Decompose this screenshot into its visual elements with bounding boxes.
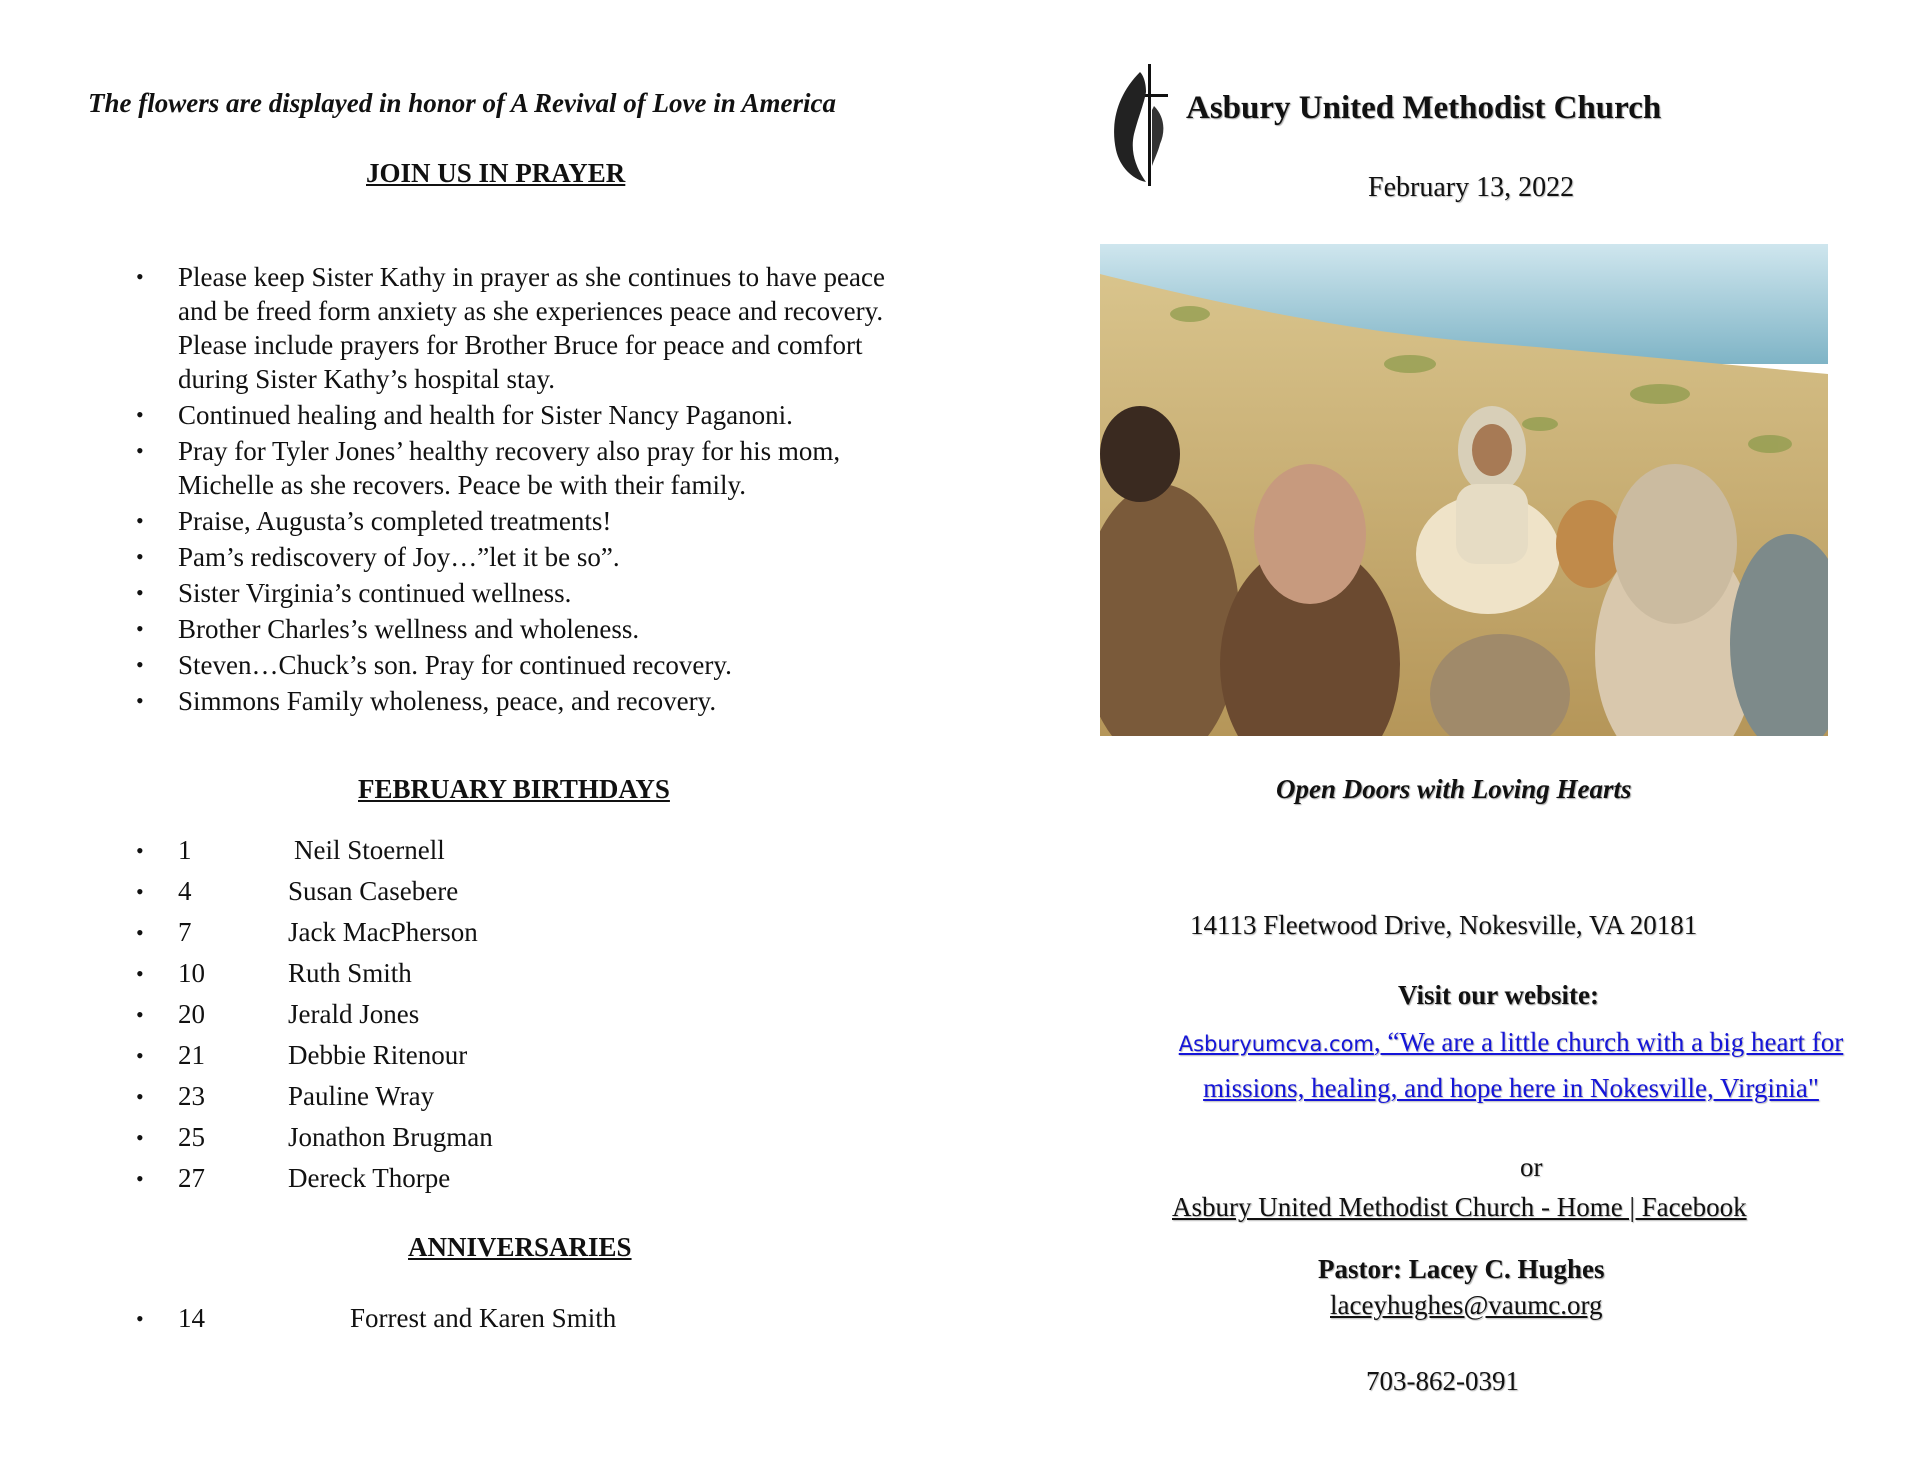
prayer-item: • Brother Charles’s wellness and wholeness.	[136, 614, 640, 644]
birthday-item	[136, 912, 493, 953]
church-tagline: Open Doors with Loving Hearts	[1276, 774, 1632, 804]
birthday-item	[136, 830, 493, 871]
bullet-icon: •	[136, 838, 144, 863]
website-quote[interactable]: , “We are a little church with a big heart for missions, healing, and hope here in Nokesville, Virginia"	[1203, 1027, 1844, 1103]
birthday-day: 23	[178, 1081, 205, 1111]
birthday-day: 1	[178, 835, 192, 865]
anniversary-day: 14	[178, 1303, 205, 1333]
birthday-day: 27	[178, 1163, 205, 1193]
or-separator: or	[1520, 1152, 1543, 1182]
website-domain[interactable]: Asburyumcva.com	[1178, 1032, 1374, 1056]
birthday-item	[136, 1035, 493, 1076]
birthday-item	[136, 1158, 493, 1199]
birthday-name: Jonathon Brugman	[288, 1122, 493, 1152]
anniversaries-heading: ANNIVERSARIES	[408, 1232, 632, 1262]
prayer-item: • Pam’s rediscovery of Joy…”let it be so”.	[136, 542, 620, 572]
bullet-icon: •	[136, 879, 144, 904]
bullet-icon: •	[136, 1166, 144, 1191]
bullet-icon: •	[136, 264, 144, 289]
pastor-email-link[interactable]: laceyhughes@vaumc.org	[1330, 1290, 1603, 1320]
bullet-icon: •	[136, 402, 144, 427]
birthday-name: Pauline Wray	[288, 1081, 435, 1111]
bullet-icon: •	[136, 508, 144, 533]
birthday-day: 7	[178, 917, 192, 947]
pastor-name: Pastor: Lacey C. Hughes	[1318, 1254, 1605, 1284]
birthday-name: Susan Casebere	[288, 876, 459, 906]
church-address: 14113 Fleetwood Drive, Nokesville, VA 20181	[1190, 910, 1698, 940]
anniversary-item	[136, 1298, 616, 1339]
sermon-on-hillside-photo	[1100, 244, 1828, 736]
anniversary-list	[136, 1298, 616, 1339]
bullet-icon: •	[136, 1043, 144, 1068]
prayer-item: • Pray for Tyler Jones’ healthy recovery also pray for his mom, Michelle as she recovers. Peace be with their family.	[136, 436, 841, 500]
birthday-list	[136, 830, 493, 1199]
bullet-icon: •	[136, 652, 144, 677]
bullet-icon: •	[136, 438, 144, 463]
birthday-name: Jerald Jones	[288, 999, 420, 1029]
bullet-icon: •	[136, 1125, 144, 1150]
bulletin-date: February 13, 2022	[1368, 172, 1575, 203]
prayer-list	[136, 260, 916, 720]
prayer-item: • Steven…Chuck’s son. Pray for continued recovery.	[136, 650, 732, 680]
flowers-honor-line: The flowers are displayed in honor of A Revival of Love in America	[88, 88, 836, 118]
bullet-icon: •	[136, 544, 144, 569]
prayer-item: • Simmons Family wholeness, peace, and recovery.	[136, 686, 717, 716]
birthday-day: 4	[178, 876, 192, 906]
birthday-item	[136, 871, 493, 912]
birthday-day: 20	[178, 999, 205, 1029]
birthday-day: 10	[178, 958, 205, 988]
birthday-item	[136, 1076, 493, 1117]
cross-and-flame-logo-icon	[1110, 60, 1170, 190]
bullet-icon: •	[136, 920, 144, 945]
birthday-item	[136, 994, 493, 1035]
bullet-icon: •	[136, 1306, 144, 1331]
church-phone: 703-862-0391	[1366, 1366, 1519, 1396]
birthday-name: Neil Stoernell	[294, 835, 445, 865]
birthday-day: 21	[178, 1040, 205, 1070]
visit-website-label: Visit our website:	[1398, 980, 1599, 1010]
bullet-icon: •	[136, 961, 144, 986]
birthday-day: 25	[178, 1122, 205, 1152]
birthday-name: Ruth Smith	[288, 958, 412, 988]
bullet-icon: •	[136, 616, 144, 641]
anniversary-name: Forrest and Karen Smith	[350, 1303, 617, 1333]
prayer-item: • Praise, Augusta’s completed treatments!	[136, 506, 612, 536]
bullet-icon: •	[136, 1084, 144, 1109]
website-link[interactable]	[1166, 1020, 1856, 1110]
bullet-icon: •	[136, 580, 144, 605]
church-name: Asbury United Methodist Church	[1186, 90, 1662, 126]
prayer-item: • Please keep Sister Kathy in prayer as she continues to have peace and be freed form anxiety as she experiences peace and recovery. Please include prayers for Brother Bruce for peace and comfort during Sister Kathy’s hospital stay.	[136, 262, 885, 394]
birthday-item	[136, 953, 493, 994]
bullet-icon: •	[136, 688, 144, 713]
bullet-icon: •	[136, 1002, 144, 1027]
birthday-name: Dereck Thorpe	[288, 1163, 451, 1193]
prayer-heading: JOIN US IN PRAYER	[366, 158, 626, 188]
birthdays-heading: FEBRUARY BIRTHDAYS	[358, 774, 670, 804]
birthday-name: Debbie Ritenour	[288, 1040, 468, 1070]
birthday-item	[136, 1117, 493, 1158]
facebook-link[interactable]: Asbury United Methodist Church - Home | Facebook	[1172, 1192, 1747, 1222]
birthday-name: Jack MacPherson	[288, 917, 478, 947]
prayer-item: • Continued healing and health for Sister Nancy Paganoni.	[136, 400, 793, 430]
prayer-item: • Sister Virginia’s continued wellness.	[136, 578, 572, 608]
